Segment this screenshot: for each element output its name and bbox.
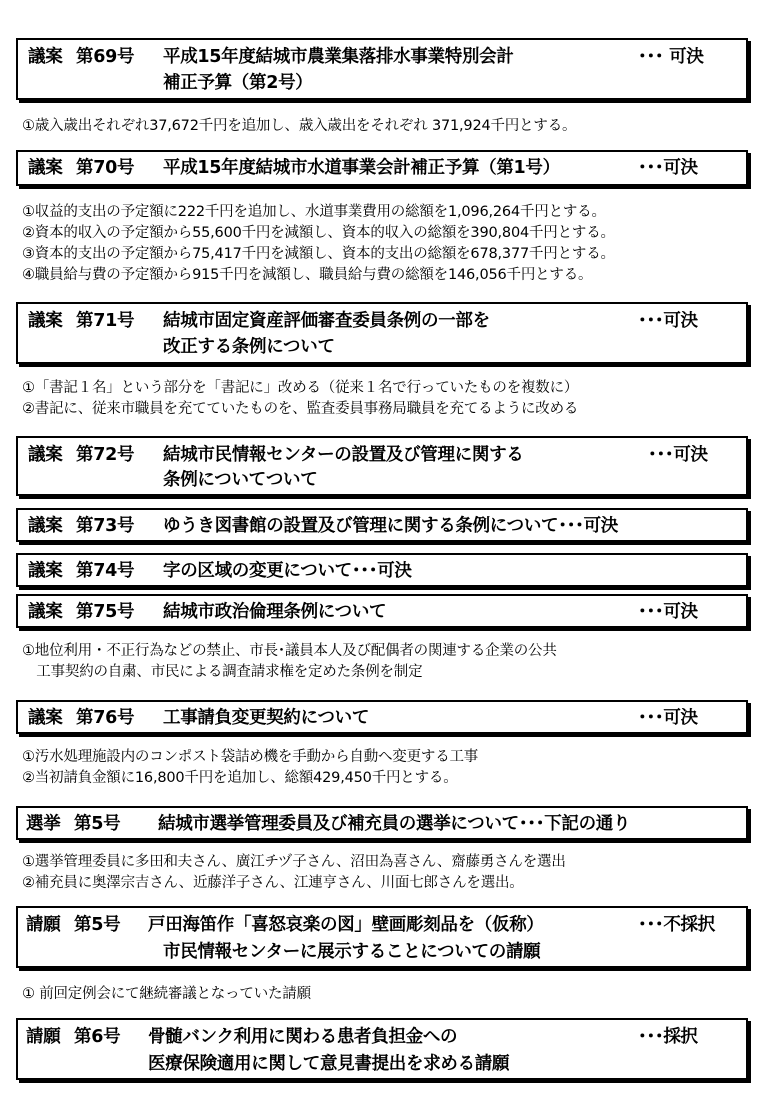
agenda-box — [16, 508, 748, 542]
note-line: ① 前回定例会にて継続審議となっていた請願 — [22, 986, 311, 1002]
item-title-line-1: 結城市民情報センターの設置及び管理に関する — [163, 445, 524, 465]
item-number: 第5号 — [74, 814, 121, 834]
item-kind: 議案 — [28, 516, 63, 536]
item-kind: 選挙 — [26, 814, 61, 834]
agenda-box — [16, 700, 748, 734]
item-notes — [22, 116, 576, 137]
item-kind: 請願 — [26, 915, 61, 935]
note-line: ②書記に、従来市職員を充てていたものを、監査委員事務局職員を充てるように改める — [22, 401, 579, 417]
item-title-line-2: 補正予算（第2号） — [163, 73, 313, 93]
item-kind: 議案 — [28, 602, 63, 622]
item-kind: 議案 — [28, 708, 63, 728]
item-kind: 議案 — [28, 445, 63, 465]
item-kind: 議案 — [28, 561, 63, 581]
item-number: 第5号 — [74, 915, 121, 935]
petition-box — [16, 906, 748, 968]
item-result: ･･･可決 — [638, 158, 698, 178]
election-box — [16, 806, 748, 840]
item-title-line-1: 戸田海笛作「喜怒哀楽の図」壁画彫刻品を（仮称） — [148, 915, 544, 935]
item-result: ･･･採択 — [638, 1027, 698, 1047]
item-kind: 議案 — [28, 158, 63, 178]
agenda-box — [16, 553, 748, 587]
item-result: ･･･ 可決 — [638, 47, 704, 67]
note-line: ①収益的支出の予定額に222千円を追加し、水道事業費用の総額を1,096,264千円とする。 — [22, 204, 606, 220]
agenda-box — [16, 436, 748, 496]
note-line: ④職員給与費の予定額から915千円を減額し、職員給与費の総額を146,056千円とする。 — [22, 267, 593, 283]
item-title-line-1: 骨髄バンク利用に関わる患者負担金への — [148, 1027, 458, 1047]
item-notes — [22, 202, 615, 286]
item-kind: 議案 — [28, 47, 63, 67]
note-line: ①選挙管理委員に多田和夫さん、廣江チヅ子さん、沼田為喜さん、齋藤勇さんを選出 — [22, 854, 566, 870]
item-number: 第75号 — [76, 602, 135, 622]
item-result: ･･･可決 — [648, 445, 708, 465]
agenda-box — [16, 302, 748, 364]
item-title-line-2: 市民情報センターに展示することについての請願 — [163, 942, 541, 962]
note-line: ②補充員に奥澤宗吉さん、近藤洋子さん、江連亨さん、川面七郎さんを選出。 — [22, 875, 524, 891]
item-result: ･･･可決 — [638, 311, 698, 331]
note-line: ①「書記１名」という部分を「書記に」改める（従来１名で行っていたものを複数に） — [22, 380, 579, 396]
item-number: 第72号 — [76, 445, 135, 465]
note-line: ①歳入歳出それぞれ37,672千円を追加し、歳入歳出をそれぞれ 371,924千円とする。 — [22, 118, 577, 134]
item-number: 第74号 — [76, 561, 135, 581]
item-title-line-1: ゆうき図書館の設置及び管理に関する条例について･･･可決 — [163, 516, 618, 536]
item-notes — [22, 641, 557, 683]
item-title-line-1: 結城市選挙管理委員及び補充員の選挙について･･･下記の通り — [158, 814, 631, 834]
item-title-line-2: 条例についてついて — [163, 470, 318, 490]
item-title-line-1: 平成15年度結城市水道事業会計補正予算（第1号） — [163, 158, 560, 178]
item-number: 第71号 — [76, 311, 135, 331]
note-line: ②当初請負金額に16,800千円を追加し、総額429,450千円とする。 — [22, 770, 458, 786]
item-number: 第6号 — [74, 1027, 121, 1047]
item-number: 第76号 — [76, 708, 135, 728]
item-title-line-1: 結城市固定資産評価審査委員条例の一部を — [163, 311, 490, 331]
agenda-box — [16, 38, 748, 100]
item-title-line-2: 改正する条例について — [163, 337, 335, 357]
petition-box — [16, 1018, 748, 1080]
note-line: ③資本的支出の予定額から75,417千円を減額し、資本的支出の総額を678,377千円とする。 — [22, 246, 615, 262]
agenda-box — [16, 150, 748, 186]
item-number: 第73号 — [76, 516, 135, 536]
item-notes — [22, 852, 566, 894]
item-result: ･･･不採択 — [638, 915, 715, 935]
note-line: 工事契約の自粛、市民による調査請求権を定めた条例を制定 — [22, 664, 423, 680]
agenda-box — [16, 594, 748, 628]
item-kind: 請願 — [26, 1027, 61, 1047]
note-line: ①汚水処理施設内のコンポスト袋詰め機を手動から自動へ変更する工事 — [22, 749, 479, 765]
item-notes — [22, 378, 578, 420]
item-title-line-1: 工事請負変更契約について — [163, 708, 370, 728]
item-notes — [22, 747, 478, 789]
item-result: ･･･可決 — [638, 602, 698, 622]
item-title-line-2: 医療保険適用に関して意見書提出を求める請願 — [148, 1054, 510, 1074]
item-title-line-1: 平成15年度結城市農業集落排水事業特別会計 — [163, 47, 514, 67]
item-number: 第70号 — [76, 158, 135, 178]
item-title-line-1: 字の区域の変更について･･･可決 — [163, 561, 412, 581]
item-title-line-1: 結城市政治倫理条例について — [163, 602, 387, 622]
item-number: 第69号 — [76, 47, 135, 67]
item-result: ･･･可決 — [638, 708, 698, 728]
item-notes — [22, 984, 311, 1005]
note-line: ②資本的収入の予定額から55,600千円を減額し、資本的収入の総額を390,804千円とする。 — [22, 225, 615, 241]
note-line: ①地位利用・不正行為などの禁止、市長･議員本人及び配偶者の関連する企業の公共 — [22, 643, 557, 659]
item-kind: 議案 — [28, 311, 63, 331]
